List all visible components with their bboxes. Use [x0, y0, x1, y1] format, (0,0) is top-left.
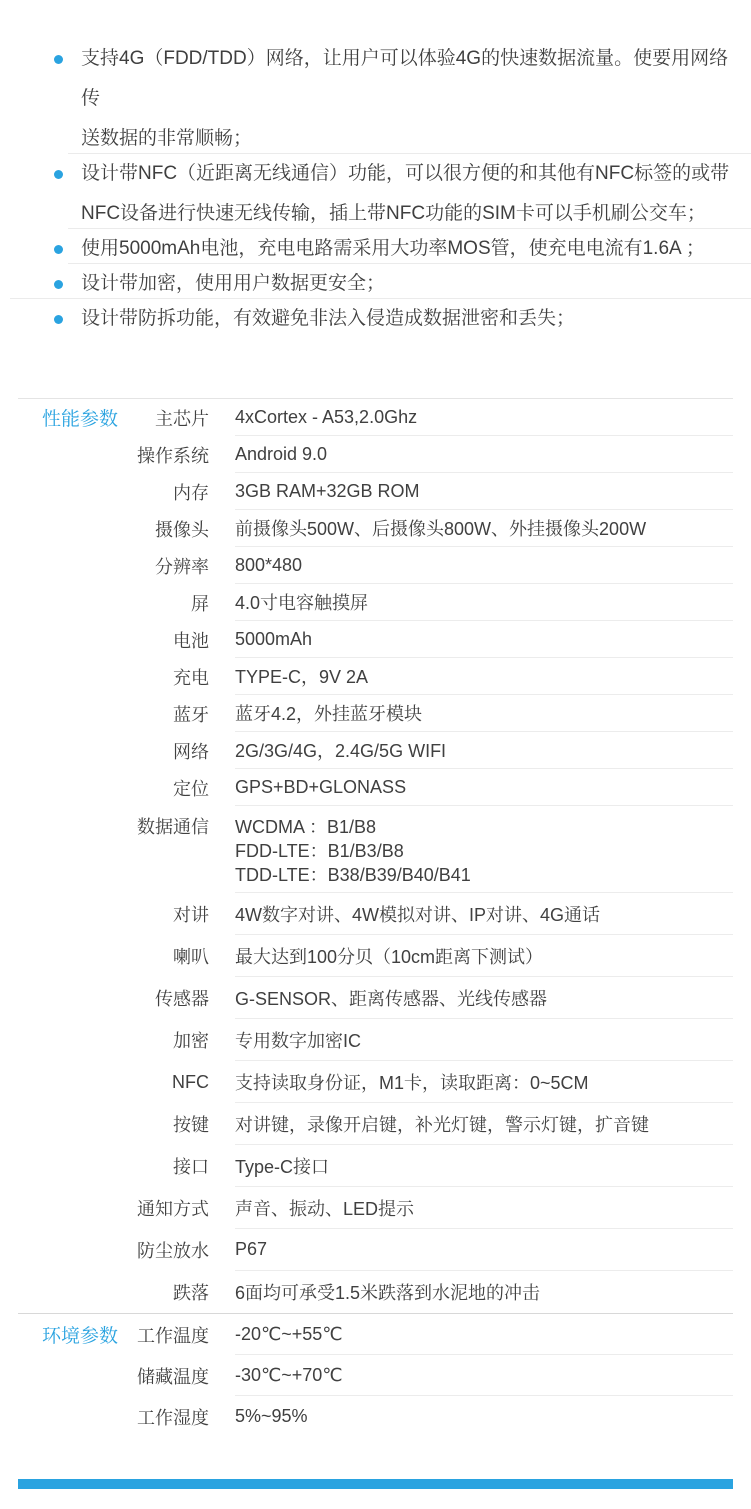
spec-row-label: 通知方式 [137, 1199, 209, 1219]
feature-bullet-list [0, 0, 751, 339]
spec-row-value: 前摄像头500W、后摄像头800W、外挂摄像头200W [235, 510, 733, 547]
section-label: 环境参数 [42, 1326, 119, 1347]
spec-row-label: 工作温度 [137, 1325, 209, 1346]
feature-bullet-item [0, 264, 751, 304]
spec-row [18, 977, 733, 1019]
spec-row [18, 893, 733, 935]
spec-table [18, 398, 733, 1437]
spec-row [18, 658, 733, 695]
spec-row-label: 充电 [173, 667, 209, 688]
feature-bullet-text: 送数据的非常顺畅； [81, 128, 253, 149]
feature-bullet-item [0, 299, 751, 339]
spec-row-value: 6面均可承受1.5米跌落到水泥地的冲击 [235, 1283, 541, 1303]
spec-row [18, 695, 733, 732]
spec-row [18, 1103, 733, 1145]
spec-row-value: 5%~95% [235, 1406, 308, 1426]
feature-bullet-text: NFC设备进行快速无线传输，插上带NFC功能的SIM卡可以手机刷公交车； [81, 203, 706, 224]
spec-row-label: NFC [172, 1071, 209, 1092]
bullet-dot-icon [54, 315, 63, 324]
spec-row-label: 主芯片 [155, 408, 209, 429]
spec-row-label: 工作湿度 [137, 1407, 209, 1428]
spec-row [18, 935, 733, 977]
spec-row-value: 4W数字对讲、4W模拟对讲、IP对讲、4G通话 [235, 893, 733, 935]
spec-row-value: Android 9.0 [235, 436, 733, 473]
spec-row-value: 800*480 [235, 547, 733, 584]
spec-row-value: 声音、振动、LED提示 [235, 1187, 733, 1229]
bullet-dot-icon [54, 280, 63, 289]
spec-row [18, 473, 733, 510]
spec-row-label: 分辨率 [155, 556, 209, 577]
spec-row [18, 1061, 733, 1103]
spec-row-label: 防尘放水 [137, 1241, 209, 1261]
spec-row-value: 4.0寸电容触摸屏 [235, 584, 733, 621]
spec-row-label: 摄像头 [155, 519, 209, 540]
spec-section [18, 399, 733, 1313]
spec-row-label: 加密 [173, 1031, 209, 1051]
spec-row [18, 1355, 733, 1396]
spec-row-label: 网络 [173, 741, 209, 762]
spec-row-label: 电池 [173, 630, 209, 651]
feature-bullet-item [0, 39, 751, 159]
spec-row-value: TYPE-C，9V 2A [235, 658, 733, 695]
spec-row-value: Type-C接口 [235, 1145, 733, 1187]
spec-row [18, 547, 733, 584]
spec-value-line: WCDMA ：B1/B8 [235, 817, 377, 837]
spec-row-label: 喇叭 [173, 947, 209, 967]
spec-row [18, 1187, 733, 1229]
spec-row-value: 4xCortex - A53,2.0Ghz [235, 399, 733, 436]
spec-row [18, 1271, 733, 1313]
spec-row-value: GPS+BD+GLONASS [235, 769, 733, 806]
spec-row-label: 对讲 [173, 905, 209, 925]
spec-row-value: G-SENSOR、距离传感器、光线传感器 [235, 977, 733, 1019]
spec-row-label: 定位 [173, 778, 209, 799]
spec-row-label: 传感器 [155, 989, 209, 1009]
bullet-dot-icon [54, 55, 63, 64]
spec-row-label: 屏 [191, 593, 209, 614]
feature-bullet-text: 设计带加密，使用用户数据更安全； [81, 273, 386, 294]
spec-row [18, 769, 733, 806]
spec-value-line: FDD-LTE：B1/B3/B8 [235, 841, 404, 861]
feature-bullet-text: 设计带NFC（近距离无线通信）功能，可以很方便的和其他有NFC标签的或带 [81, 163, 730, 184]
section-label: 性能参数 [42, 409, 119, 430]
spec-row [18, 806, 733, 893]
spec-row [18, 732, 733, 769]
bullet-dot-icon [54, 170, 63, 179]
spec-row-value: -20℃~+55℃ [235, 1314, 733, 1355]
spec-row-value [235, 815, 733, 893]
spec-row [18, 399, 733, 436]
spec-row-value: 专用数字加密IC [235, 1019, 733, 1061]
spec-row [18, 584, 733, 621]
spec-row-label: 操作系统 [137, 445, 209, 466]
spec-value-line: TDD-LTE：B38/B39/B40/B41 [235, 865, 471, 885]
spec-row-value: 支持读取身份证，M1卡，读取距离：0~5CM [235, 1061, 733, 1103]
spec-row [18, 1145, 733, 1187]
spec-row-value: 3GB RAM+32GB ROM [235, 473, 733, 510]
spec-row [18, 1314, 733, 1355]
spec-row-value: 5000mAh [235, 621, 733, 658]
spec-row [18, 1019, 733, 1061]
spec-row-value: 2G/3G/4G，2.4G/5G WIFI [235, 732, 733, 769]
feature-bullet-item [0, 154, 751, 234]
spec-row-label: 储藏温度 [137, 1366, 209, 1387]
feature-bullet-text: 使用5000mAh电池，充电电路需采用大功率MOS管，使充电电流有1.6A ； [81, 238, 705, 259]
spec-row-label: 跌落 [173, 1283, 209, 1303]
spec-row-label: 内存 [173, 482, 209, 503]
spec-row-value: 蓝牙4.2，外挂蓝牙模块 [235, 695, 733, 732]
spec-row [18, 1396, 733, 1437]
spec-row [18, 1229, 733, 1271]
spec-row-label: 数据通信 [137, 817, 209, 837]
spec-row-label: 接口 [173, 1157, 209, 1177]
feature-bullet-text: 支持4G（FDD/TDD）网络，让用户可以体验4G的快速数据流量。使要用网络传 [81, 48, 729, 109]
bottom-accent-bar [18, 1479, 733, 1489]
spec-row-value: P67 [235, 1229, 733, 1271]
feature-bullet-item [0, 229, 751, 269]
bullet-dot-icon [54, 245, 63, 254]
spec-section [18, 1313, 733, 1437]
spec-row [18, 621, 733, 658]
spec-row [18, 436, 733, 473]
feature-bullet-text: 设计带防拆功能，有效避免非法入侵造成数据泄密和丢失； [81, 308, 576, 329]
spec-row-label: 按键 [173, 1115, 209, 1135]
spec-row-value: -30℃~+70℃ [235, 1355, 733, 1396]
spec-row-value: 对讲键，录像开启键，补光灯键，警示灯键，扩音键 [235, 1103, 733, 1145]
spec-row-value: 最大达到100分贝（10cm距离下测试） [235, 935, 733, 977]
spec-row [18, 510, 733, 547]
spec-row-label: 蓝牙 [173, 704, 209, 725]
